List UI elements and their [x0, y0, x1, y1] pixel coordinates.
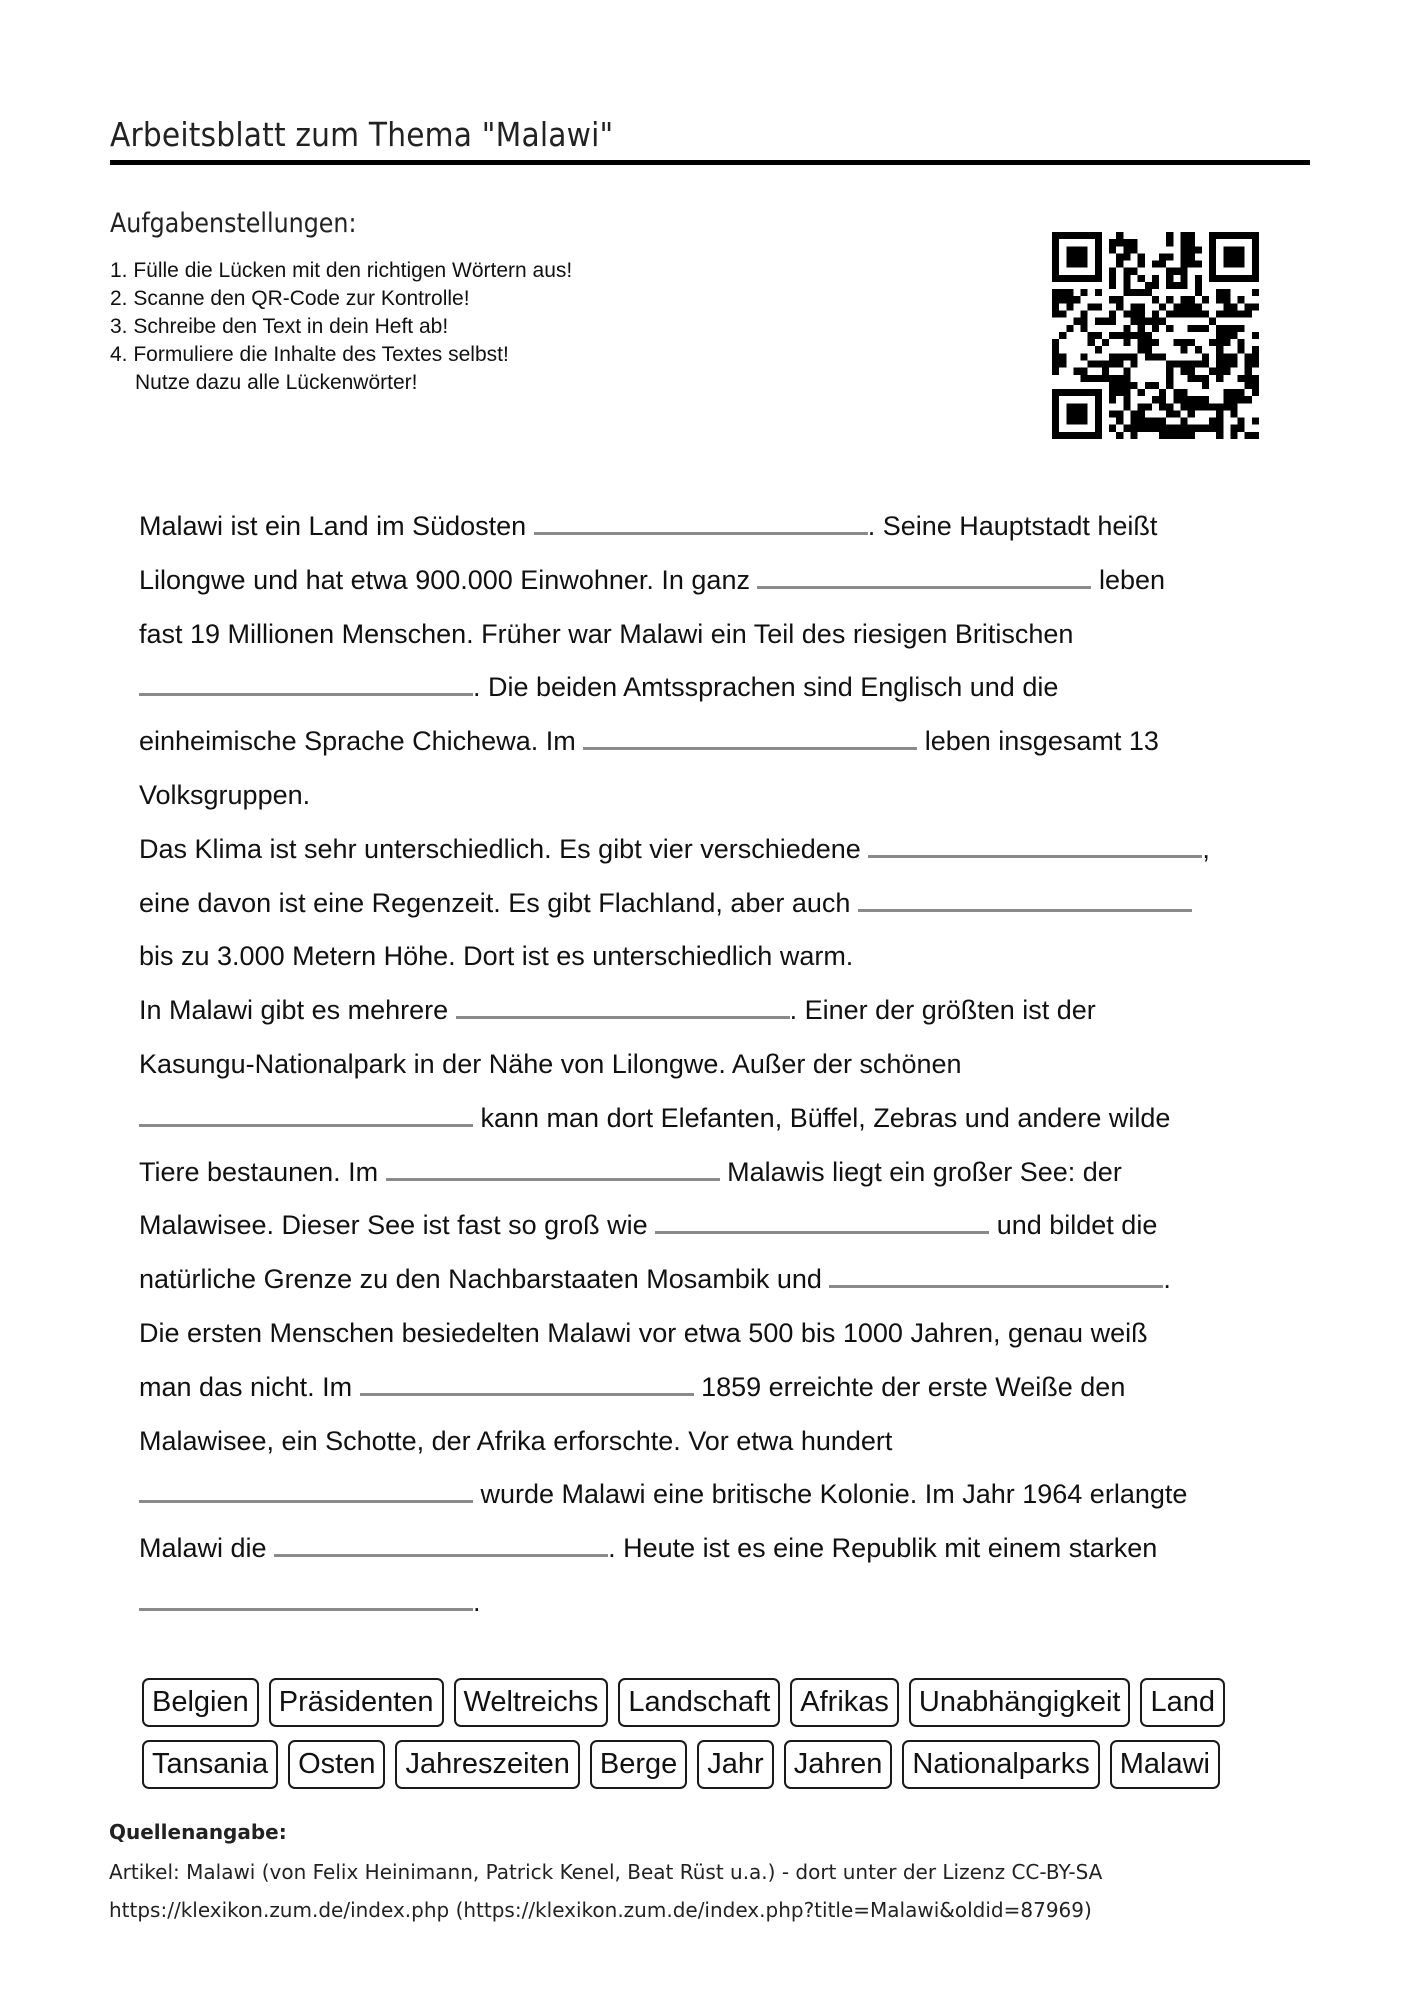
- fill-in-blank[interactable]: [829, 1259, 1163, 1288]
- fill-in-blank[interactable]: [139, 1098, 473, 1127]
- text-segment: Malawi die: [139, 1533, 275, 1564]
- task-list: [110, 257, 572, 397]
- word-bank-item: Unabhängigkeit: [909, 1678, 1131, 1727]
- word-bank-item: Nationalparks: [902, 1740, 1099, 1789]
- text-segment: . Heute ist es eine Republik mit einem starken: [608, 1533, 1158, 1564]
- text-segment: bis zu 3.000 Metern Höhe. Dort ist es unterschiedlich warm.: [139, 941, 854, 972]
- text-line: [139, 1092, 1299, 1146]
- fill-in-blank[interactable]: [139, 1474, 473, 1503]
- word-bank-item: Belgien: [142, 1678, 259, 1727]
- word-bank-item: Präsidenten: [269, 1678, 444, 1727]
- text-segment: Malawisee, ein Schotte, der Afrika erforschte. Vor etwa hundert: [139, 1425, 893, 1456]
- fill-in-blank[interactable]: [534, 506, 868, 535]
- cloze-text: [139, 500, 1299, 1630]
- text-segment: kann man dort Elefanten, Büffel, Zebras und andere wilde: [473, 1102, 1171, 1133]
- text-line: [139, 1522, 1299, 1576]
- text-segment: . Einer der größten ist der: [789, 995, 1096, 1026]
- fill-in-blank[interactable]: [583, 721, 917, 750]
- text-segment: Malawis liegt ein großer See: der: [719, 1156, 1122, 1187]
- text-segment: Die ersten Menschen besiedelten Malawi vor etwa 500 bis 1000 Jahren, genau weiß: [139, 1317, 1148, 1348]
- text-segment: .: [473, 1586, 481, 1617]
- source-line: Artikel: Malawi (von Felix Heinimann, Patrick Kenel, Beat Rüst u.a.) - dort unter der Lizenz CC-BY-SA: [109, 1860, 1103, 1884]
- fill-in-blank[interactable]: [868, 829, 1202, 858]
- text-line: [139, 1468, 1299, 1522]
- text-line: [139, 823, 1299, 877]
- text-line: [139, 661, 1299, 715]
- word-bank-item: Berge: [590, 1740, 687, 1789]
- text-line: [139, 769, 1299, 823]
- text-segment: Das Klima ist sehr unterschiedlich. Es gibt vier verschiedene: [139, 833, 869, 864]
- text-segment: leben insgesamt 13: [917, 726, 1159, 757]
- text-line: [139, 500, 1299, 554]
- word-bank-item: Landschaft: [618, 1678, 780, 1727]
- text-segment: und bildet die: [989, 1210, 1158, 1241]
- text-segment: Kasungu-Nationalpark in der Nähe von Lilongwe. Außer der schönen: [139, 1048, 962, 1079]
- fill-in-blank[interactable]: [757, 560, 1091, 589]
- word-bank-item: Osten: [288, 1740, 385, 1789]
- word-bank-item: Afrikas: [790, 1678, 899, 1727]
- text-segment: natürliche Grenze zu den Nachbarstaaten Mosambik und: [139, 1264, 830, 1295]
- text-line: [139, 554, 1299, 608]
- text-segment: In Malawi gibt es mehrere: [139, 995, 456, 1026]
- task-item: 2. Scanne den QR-Code zur Kontrolle!: [110, 287, 470, 310]
- word-bank-item: Jahren: [784, 1740, 893, 1789]
- word-bank-item: Weltreichs: [454, 1678, 609, 1727]
- text-line: [139, 608, 1299, 662]
- text-line: [139, 1576, 1299, 1630]
- text-segment: 1859 erreichte der erste Weiße den: [693, 1371, 1126, 1402]
- fill-in-blank[interactable]: [386, 1152, 720, 1181]
- fill-in-blank[interactable]: [139, 667, 473, 696]
- fill-in-blank[interactable]: [456, 990, 790, 1019]
- title-divider: [110, 160, 1310, 165]
- word-bank-item: Malawi: [1110, 1740, 1220, 1789]
- source-line: https://klexikon.zum.de/index.php (https://klexikon.zum.de/index.php?title=Malawi&oldid=87969): [109, 1898, 1092, 1922]
- word-bank-item: Land: [1140, 1678, 1225, 1727]
- text-segment: Tiere bestaunen. Im: [139, 1156, 386, 1187]
- text-segment: Malawi ist ein Land im Südosten: [139, 511, 534, 541]
- text-segment: Lilongwe und hat etwa 900.000 Einwohner. In ganz: [139, 564, 758, 595]
- tasks-heading: Aufgabenstellungen:: [110, 208, 357, 239]
- text-segment: einheimische Sprache Chichewa. Im: [139, 726, 584, 757]
- text-line: [139, 1146, 1299, 1200]
- worksheet-title: Arbeitsblatt zum Thema "Malawi": [110, 115, 614, 154]
- qr-code: [1052, 232, 1259, 439]
- text-segment: eine davon ist eine Regenzeit. Es gibt Flachland, aber auch: [139, 887, 858, 918]
- word-bank-row: [142, 1678, 1292, 1727]
- word-bank-row: [142, 1740, 1292, 1789]
- text-segment: Volksgruppen.: [139, 779, 311, 810]
- text-segment: ,: [1202, 833, 1210, 864]
- word-bank-item: Tansania: [142, 1740, 278, 1789]
- text-segment: wurde Malawi eine britische Kolonie. Im Jahr 1964 erlangte: [473, 1479, 1188, 1510]
- text-segment: Malawisee. Dieser See ist fast so groß wie: [139, 1210, 656, 1241]
- sources-heading: Quellenangabe:: [109, 1820, 287, 1844]
- text-segment: leben: [1091, 564, 1166, 595]
- task-item: 3. Schreibe den Text in dein Heft ab!: [110, 315, 449, 338]
- word-bank-item: Jahr: [697, 1740, 773, 1789]
- text-line: [139, 1307, 1299, 1361]
- text-segment: fast 19 Millionen Menschen. Früher war Malawi ein Teil des riesigen Britischen: [139, 618, 1074, 649]
- text-line: [139, 1361, 1299, 1415]
- text-segment: man das nicht. Im: [139, 1371, 360, 1402]
- fill-in-blank[interactable]: [858, 883, 1192, 912]
- task-item: 4. Formuliere die Inhalte des Textes selbst!: [110, 343, 509, 366]
- fill-in-blank[interactable]: [360, 1367, 694, 1396]
- word-bank-item: Jahreszeiten: [395, 1740, 579, 1789]
- sources: [109, 1820, 1359, 1934]
- word-bank: [142, 1678, 1292, 1802]
- fill-in-blank[interactable]: [655, 1205, 989, 1234]
- fill-in-blank[interactable]: [139, 1582, 473, 1611]
- text-line: [139, 1415, 1299, 1469]
- text-line: [139, 1038, 1299, 1092]
- text-line: [139, 930, 1299, 984]
- text-segment: . Seine Hauptstadt heißt: [867, 511, 1158, 541]
- text-segment: . Die beiden Amtssprachen sind Englisch und die: [473, 672, 1059, 703]
- text-line: [139, 877, 1299, 931]
- text-line: [139, 1253, 1299, 1307]
- fill-in-blank[interactable]: [274, 1528, 608, 1557]
- text-segment: .: [1163, 1264, 1171, 1295]
- text-line: [139, 1199, 1299, 1253]
- task-item: 1. Fülle die Lücken mit den richtigen Wörtern aus!: [110, 259, 573, 282]
- text-line: [139, 984, 1299, 1038]
- task-item: Nutze dazu alle Lückenwörter!: [135, 371, 418, 394]
- text-line: [139, 715, 1299, 769]
